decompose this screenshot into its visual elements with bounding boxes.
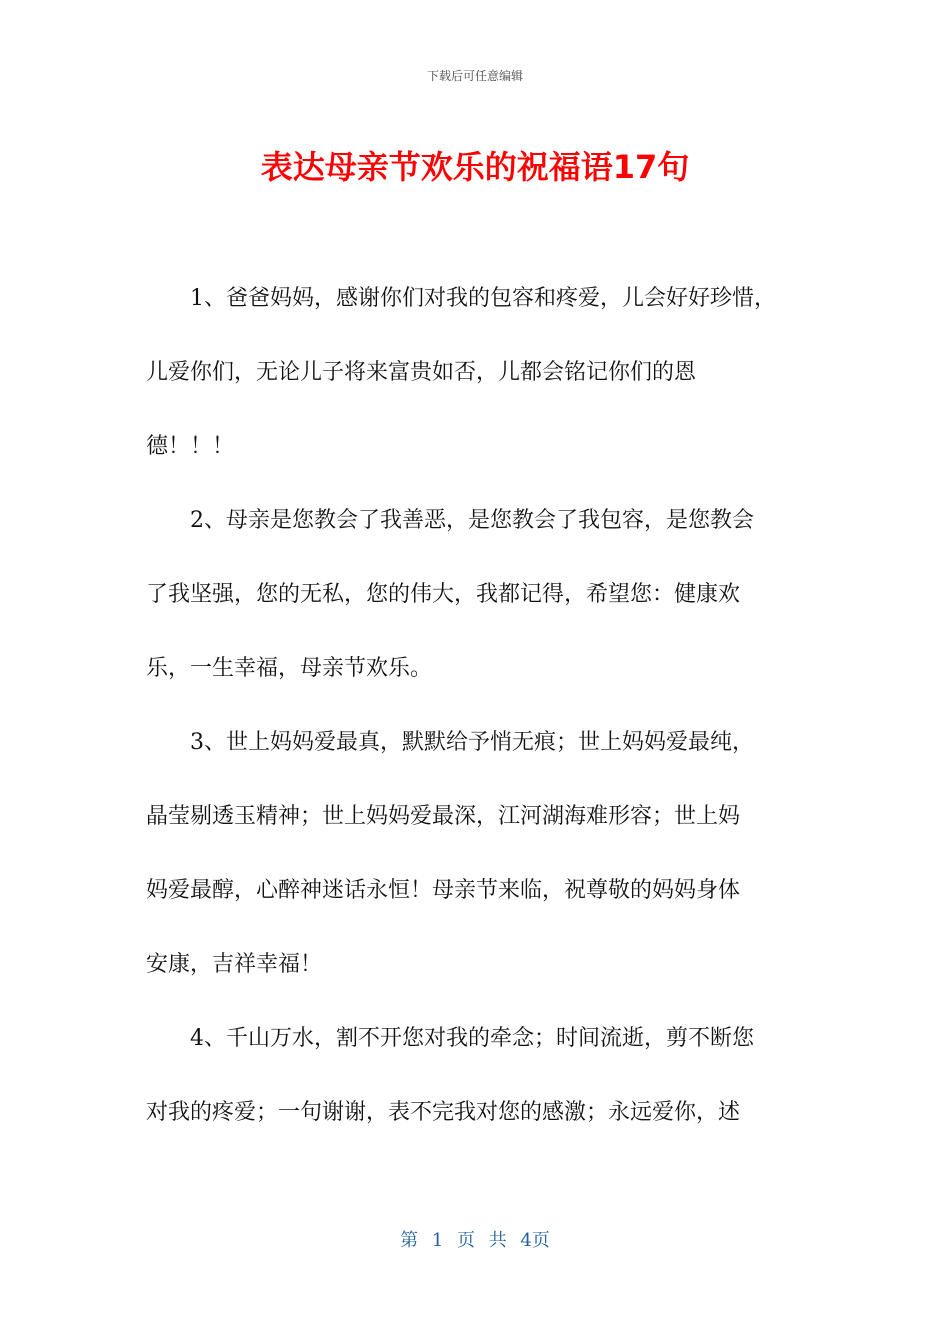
text-line: 妈爱最醇，心醉神迷话永恒！母亲节来临，祝尊敬的妈妈身体 — [146, 878, 741, 903]
text-line: 晶莹剔透玉精神；世上妈妈爱最深，江河湖海难形容；世上妈 — [146, 804, 741, 829]
text-line: 乐，一生幸福，母亲节欢乐。 — [146, 656, 433, 681]
text-line: 4、千山万水，割不开您对我的牵念；时间流逝，剪不断您 — [190, 1026, 754, 1051]
text-line: 儿爱你们，无论儿子将来富贵如否，儿都会铭记你们的恩 — [146, 360, 697, 385]
text-line: 对我的疼爱；一句谢谢，表不完我对您的感激；永远爱你，述 — [146, 1100, 741, 1125]
text-line: 1、爸爸妈妈，感谢你们对我的包容和疼爱，儿会好好珍惜， — [190, 286, 776, 311]
text-line: 3、世上妈妈爱最真，默默给予悄无痕；世上妈妈爱最纯， — [190, 730, 754, 755]
header-note: 下载后可任意编辑 — [426, 69, 523, 83]
document-title: 表达母亲节欢乐的祝福语17句 — [260, 148, 690, 186]
text-line: 2、母亲是您教会了我善恶，是您教会了我包容，是您教会 — [190, 508, 754, 533]
document-body — [146, 262, 811, 1150]
text-line: 德！！！ — [146, 434, 235, 459]
text-line: 安康，吉祥幸福！ — [146, 952, 323, 977]
paragraph — [146, 706, 811, 1002]
text-line: 了我坚强，您的无私，您的伟大，我都记得，希望您：健康欢 — [146, 582, 741, 607]
paragraph — [146, 1002, 811, 1150]
page-number-footer: 第 1 页 共 4页 — [400, 1230, 550, 1251]
paragraph — [146, 484, 811, 706]
paragraph — [146, 262, 811, 484]
